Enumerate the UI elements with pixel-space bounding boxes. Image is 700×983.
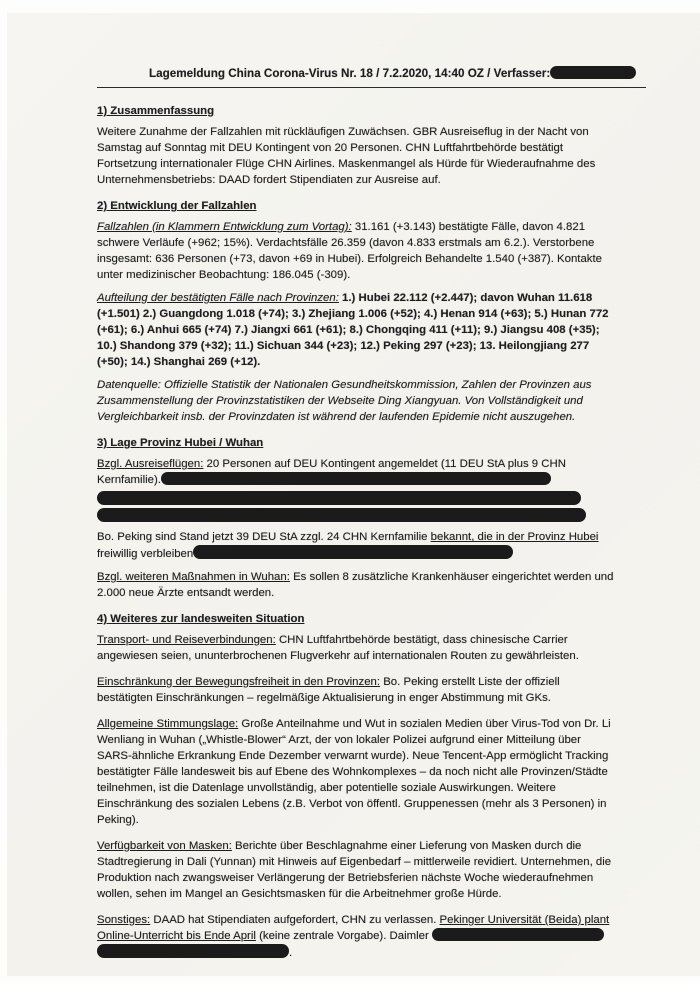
author-redaction-bar — [550, 66, 636, 79]
transport-lead: Transport- und Reiseverbindungen: — [97, 634, 276, 646]
data-source-text: Datenquelle: Offizielle Statistik der Nationalen Gesundheitskommission, Zahlen der Provinzen aus Zusammenstellung der Provinzstatistiken der Webseite Ding Xiangyuan. Von Vollständigkeit und Vergleichbarkeit insb. der Provinzdaten ist während der laufenden Epidemie nicht auszugehen. — [97, 379, 592, 423]
summary-paragraph — [97, 124, 615, 188]
evacuation-flights-lead: Bzgl. Ausreiseflügen: — [97, 458, 204, 470]
summary-text: Weitere Zunahme der Fallzahlen mit rückläufigen Zuwächsen. GBR Ausreiseflug in der Nacht von Samstag auf Sonntag mit DEU Kontingent von 20 Personen. CHN Luftfahrtbehörde bestätigt Fortsetzung internationaler Flüge CHN Airlines. Maskenmangel als Hürde für Wiederaufnahme des Unternehmensbetriebs: DAAD fordert Stipendiaten zur Ausreise auf. — [97, 126, 596, 186]
provinces-paragraph — [97, 290, 615, 370]
document-body — [97, 66, 615, 961]
remaining-citizens-underlined: bekannt, die in der Provinz Hubei — [430, 531, 599, 543]
mask-availability-lead: Verfügbarkeit von Masken: — [97, 840, 232, 852]
transport-paragraph — [97, 632, 615, 664]
misc-final-period: . — [289, 947, 293, 959]
wuhan-measures-lead: Bzgl. weiteren Maßnahmen in Wuhan: — [97, 571, 290, 583]
public-mood-paragraph — [97, 716, 615, 828]
redaction-bar — [161, 472, 551, 485]
section-1-heading: 1) Zusammenfassung — [97, 105, 215, 117]
section-4-heading: 4) Weiteres zur landesweiten Situation — [97, 613, 305, 625]
header-divider — [97, 87, 646, 88]
public-mood-text: Große Anteilnahme und Wut in sozialen Medien über Virus-Tod von Dr. Li Wenliang in Wuhan („Whistle-Blower“ Arzt, der von lokaler Polizei aufgrund einer Mitteilung über SARS-ähnliche Erkrankung Ende Dezember verwarnt wurde). Neue Tencent-App ermöglicht Tracking bestätigter Fälle landesweit bis auf Ebene des Wohnkomplexes – da noch nicht alle Provinzen/Städte teilnehmen, ist die Datenlage unvollständig, aber potentielle soziale Auswirkungen. Weitere Einschränkung des sozialen Lebens (z.B. Verbot von öffentl. Gruppenessen (mehr als 3 Personen) in Peking). — [97, 718, 611, 826]
mask-availability-paragraph — [97, 838, 615, 902]
misc-underlined: Pekinger Universität (Beida) plant Online-Unterricht bis Ende April — [97, 914, 610, 942]
misc-paragraph — [97, 912, 615, 961]
remaining-citizens-text-2: freiwillig verbleiben — [97, 548, 194, 560]
remaining-citizens-text-1: Bo. Peking sind Stand jetzt 39 DEU StA zzgl. 24 CHN Kernfamilie — [97, 531, 431, 543]
movement-restrictions-lead: Einschränkung der Bewegungsfreiheit in den Provinzen: — [97, 676, 381, 688]
wuhan-measures-paragraph — [97, 569, 615, 601]
mask-availability-text: Berichte über Beschlagnahme einer Lieferung von Masken durch die Stadtregierung in Dali (Yunnan) mit Hinweis auf Eigenbedarf – mittlerweile revidiert. Unternehmen, die Produktion nach zwangsweiser Verlängerung der Betriebsferien nächste Woche wiederaufnehmen wollen, sehen im Mangel an Gesichtsmasken für die Arbeitnehmer große Hürde. — [97, 840, 612, 900]
section-3-heading: 3) Lage Provinz Hubei / Wuhan — [97, 437, 264, 449]
transport-text: CHN Luftfahrtbehörde bestätigt, dass chinesische Carrier angewiesen seien, ununterbrochenen Flugverkehr auf internationalen Routen zu gewährleisten. — [97, 634, 579, 662]
evacuation-flights-paragraph — [97, 456, 615, 522]
remaining-citizens-paragraph — [97, 529, 615, 562]
movement-restrictions-paragraph — [97, 674, 615, 706]
public-mood-lead: Allgemeine Stimmungslage: — [97, 718, 239, 730]
misc-lead: Sonstiges: — [97, 914, 151, 926]
data-source-paragraph — [97, 377, 615, 425]
movement-restrictions-text: Bo. Peking erstellt Liste der offiziell bestätigten Einschränkungen – regelmäßige Aktualisierung in enger Abstimmung mit GKs. — [97, 676, 560, 704]
case-numbers-paragraph — [97, 219, 615, 283]
case-numbers-lead: Fallzahlen (in Klammern Entwicklung zum Vortag): — [97, 221, 352, 233]
redaction-bar — [97, 944, 289, 958]
provinces-stats: 1.) Hubei 22.112 (+2.447); davon Wuhan 11.618 (+1.501) 2.) Guangdong 1.018 (+74); 3.) Zhejiang 1.006 (+52); 4.) Henan 914 (+63); 5.) Hunan 772 (+61); 6.) Anhui 665 (+74) 7.) Jiangxi 661 (+61); 8.) Chongqing 411 (+11); 9.) Jiangsu 408 (+35); 10.) Shandong 379 (+32); 11.) Sichuan 344 (+23); 12.) Peking 297 (+23); 13. Heilongjiang 277 (+50); 14.) Shanghai 269 (+12). — [97, 292, 609, 368]
misc-text-2: (keine zentrale Vorgabe). Daimler — [255, 930, 432, 942]
misc-text-1: DAAD hat Stipendiaten aufgefordert, CHN zu verlassen. — [150, 914, 440, 926]
redaction-bar — [432, 928, 604, 941]
evacuation-flights-text: 20 Personen auf DEU Kontingent angemeldet (11 DEU StA plus 9 CHN Kernfamilie). — [97, 458, 566, 486]
scanned-page — [7, 13, 700, 976]
document-header — [97, 66, 615, 82]
redaction-bar — [97, 508, 586, 522]
redaction-bar — [97, 491, 581, 505]
wuhan-measures-text: Es sollen 8 zusätzliche Krankenhäuser eingerichtet werden und 2.000 neue Ärzte entsandt werden. — [97, 571, 614, 599]
case-numbers-text: 31.161 (+3.143) bestätigte Fälle, davon 4.821 schwere Verläufe (+962; 15%). Verdachtsfälle 26.359 (davon 4.833 erstmals am 6.2.). Verstorbene insgesamt: 636 Personen (+73, davon +69 in Hubei). Erfolgreich Behandelte 1.540 (+387). Kontakte unter medizinischer Beobachtung: 186.045 (-309). — [97, 221, 602, 281]
document-title: Lagemeldung China Corona-Virus Nr. 18 / 7.2.2020, 14:40 OZ / Verfasser: — [149, 67, 551, 80]
section-2-heading: 2) Entwicklung der Fallzahlen — [97, 200, 257, 212]
provinces-lead: Aufteilung der bestätigten Fälle nach Provinzen: — [97, 292, 339, 304]
redaction-bar — [193, 545, 513, 559]
